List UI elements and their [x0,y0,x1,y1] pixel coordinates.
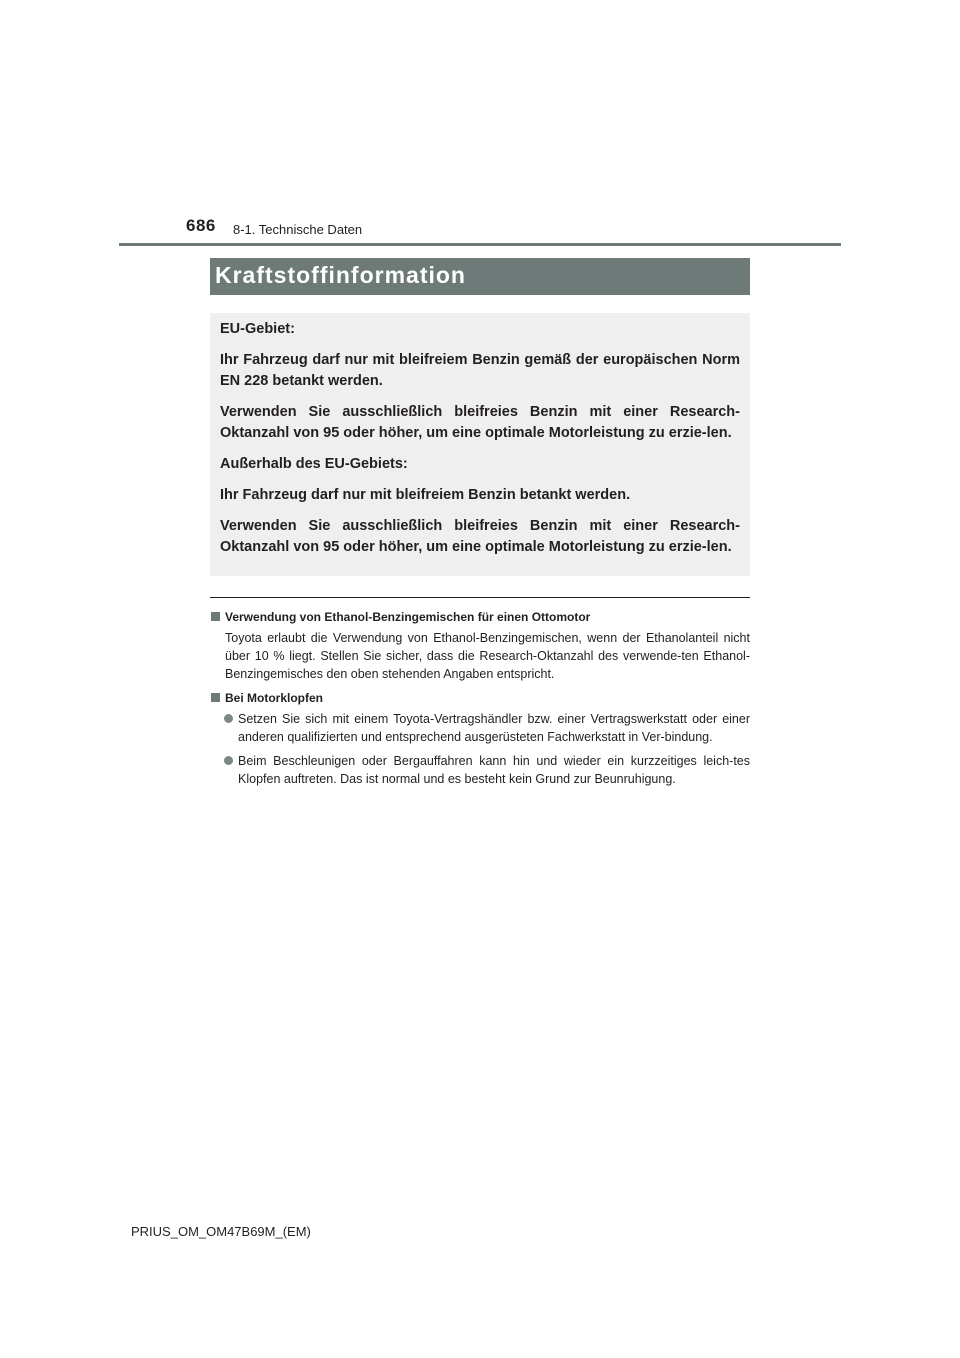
page-title: Kraftstoffinformation [215,262,466,288]
header-rule [119,243,841,246]
note-heading-text: Bei Motorklopfen [225,691,323,705]
info-paragraph: Verwenden Sie ausschließlich bleifreies Benzin mit einer Research-Oktanzahl von 95 oder höher, um eine optimale Motorleistung zu erzie-len. [220,518,740,555]
note-heading-text: Verwendung von Ethanol-Benzingemischen für einen Ottomotor [225,610,591,624]
footer-doc-id: PRIUS_OM_OM47B69M_(EM) [131,1224,311,1239]
section-label: 8-1. Technische Daten [233,222,363,237]
section-divider [210,597,750,598]
info-paragraph: Verwenden Sie ausschließlich bleifreies Benzin mit einer Research-Oktanzahl von 95 oder höher, um eine optimale Motorleistung zu erzie-len. [220,404,740,441]
list-item [210,752,750,788]
info-paragraph: EU-Gebiet: [220,321,295,337]
ethanol-note-body: Toyota erlaubt die Verwendung von Ethanol-Benzingemischen, wenn der Ethanolanteil nicht über 10 % liegt. Stellen Sie sicher, dass die Research-Oktanzahl des verwende-ten Ethanol-Benzingemisches den oben stehenden Angaben entspricht. [225,631,750,681]
info-paragraph: Außerhalb des EU-Gebiets: [220,456,408,472]
circle-bullet-icon [224,756,233,765]
knocking-note-heading [210,689,750,707]
page-number: 686 [186,216,216,235]
square-bullet-icon [211,693,220,702]
list-item-text: Setzen Sie sich mit einem Toyota-Vertragshändler bzw. einer Vertragswerkstatt oder einer anderen qualifizierten und entsprechend ausgerüsteten Fachwerkstatt in Ver-bindung. [238,712,750,744]
ethanol-note-heading [210,608,750,626]
info-paragraph: Ihr Fahrzeug darf nur mit bleifreiem Benzin betankt werden. [220,487,631,503]
title-bar [210,258,750,295]
notes [210,608,750,794]
square-bullet-icon [211,612,220,621]
list-item [210,710,750,746]
list-item-text: Beim Beschleunigen oder Bergauffahren kann hin und wieder ein kurzzeitiges leich-tes Klopfen auftreten. Das ist normal und es besteht kein Grund zur Beunruhigung. [238,754,750,786]
info-paragraph: Ihr Fahrzeug darf nur mit bleifreiem Benzin gemäß der europäischen Norm EN 228 betankt werden. [220,352,740,389]
circle-bullet-icon [224,714,233,723]
fuel-info-box [210,313,750,576]
